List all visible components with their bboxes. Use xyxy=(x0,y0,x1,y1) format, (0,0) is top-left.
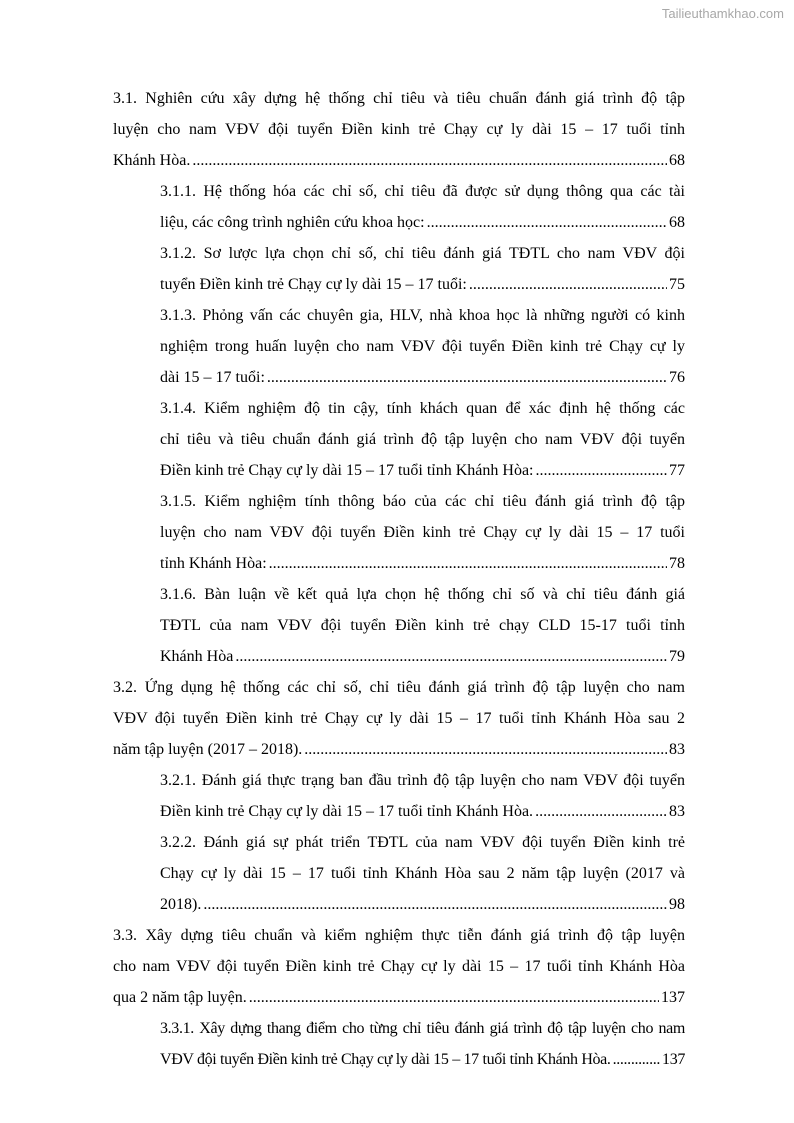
toc-entry[interactable] xyxy=(160,579,685,672)
toc-entry-line: luyện cho nam VĐV đội tuyển Điền kinh trẻ Chạy cự ly dài 15 – 17 tuổi xyxy=(160,524,685,541)
toc-entry-last-line xyxy=(160,641,685,672)
toc-entry-line: VĐV đội tuyển Điền kinh trẻ Chạy cự ly dài 15 – 17 tuổi tỉnh Khánh Hòa sau 2 xyxy=(113,710,685,727)
toc-entry-text: 2018). xyxy=(160,896,202,913)
page-number: 83 xyxy=(669,741,685,758)
toc-entry-last-line xyxy=(160,889,685,920)
toc-entry-line: TĐTL của nam VĐV đội tuyển Điền kinh trẻ chạy CLD 15-17 tuổi tỉnh xyxy=(160,617,685,634)
toc-entry-last-line xyxy=(113,145,685,176)
toc-entry[interactable] xyxy=(160,238,685,300)
toc-entry-line: chỉ tiêu và tiêu chuẩn đánh giá trình độ tập luyện cho nam VĐV đội tuyển xyxy=(160,431,685,448)
toc-entry-line: 3.3. Xây dựng tiêu chuẩn và kiểm nghiệm thực tiễn đánh giá trình độ tập luyện xyxy=(113,927,685,944)
toc-entry-last-line xyxy=(160,207,685,238)
page-number: 79 xyxy=(669,648,685,665)
page-number: 68 xyxy=(669,152,685,169)
toc-entry-line: 3.2.2. Đánh giá sự phát triển TĐTL của nam VĐV đội tuyển Điền kinh trẻ xyxy=(160,834,685,851)
toc-entry[interactable] xyxy=(160,393,685,486)
toc-entry-line: 3.3.1. Xây dựng thang điểm cho từng chỉ tiêu đánh giá trình độ tập luyện cho nam xyxy=(160,1020,685,1037)
toc-entry-last-line xyxy=(160,362,685,393)
toc-entry-text: tỉnh Khánh Hòa: xyxy=(160,555,267,572)
toc-entry-last-line xyxy=(160,548,685,579)
page-number: 77 xyxy=(669,462,685,479)
page-number: 83 xyxy=(669,803,685,820)
dot-leader xyxy=(536,455,668,486)
toc-entry[interactable] xyxy=(160,486,685,579)
toc-entry-last-line xyxy=(113,734,685,765)
page-number: 68 xyxy=(669,214,685,231)
dot-leader xyxy=(535,796,667,827)
dot-leader xyxy=(267,362,667,393)
toc-entry-text: qua 2 năm tập luyện. xyxy=(113,989,247,1006)
page-number: 137 xyxy=(661,989,685,1006)
toc-entry-line: 3.1.5. Kiểm nghiệm tính thông báo của các chỉ tiêu đánh giá trình độ tập xyxy=(160,493,685,510)
toc-entry-line: 3.1.6. Bàn luận về kết quả lựa chọn hệ thống chỉ số và chỉ tiêu đánh giá xyxy=(160,586,685,603)
toc-entry-line: Chạy cự ly dài 15 – 17 tuổi tỉnh Khánh Hòa sau 2 năm tập luyện (2017 và xyxy=(160,865,685,882)
dot-leader xyxy=(304,734,667,765)
dot-leader xyxy=(269,548,667,579)
toc-entry-text: liệu, các công trình nghiên cứu khoa học: xyxy=(160,214,425,231)
page-number: 98 xyxy=(669,896,685,913)
dot-leader xyxy=(192,145,667,176)
toc-entry-line: 3.1.4. Kiểm nghiệm độ tin cậy, tính khách quan để xác định hệ thống các xyxy=(160,400,685,417)
toc-entry[interactable] xyxy=(160,176,685,238)
dot-leader xyxy=(235,641,667,672)
toc-entry[interactable] xyxy=(160,765,685,827)
page-number: 137 xyxy=(662,1051,685,1068)
dot-leader xyxy=(613,1044,660,1075)
toc-entry-last-line xyxy=(160,1044,685,1075)
toc-entry-line: luyện cho nam VĐV đội tuyển Điền kinh trẻ Chạy cự ly dài 15 – 17 tuổi tỉnh xyxy=(113,121,685,138)
toc-entry-last-line xyxy=(160,796,685,827)
toc-entry-line: 3.1. Nghiên cứu xây dựng hệ thống chỉ tiêu và tiêu chuẩn đánh giá trình độ tập xyxy=(113,90,685,107)
toc-entry[interactable] xyxy=(113,672,685,765)
toc-entry-text: năm tập luyện (2017 – 2018). xyxy=(113,741,303,758)
toc-entry-text: Khánh Hòa. xyxy=(113,152,191,169)
watermark: Tailieuthamkhao.com xyxy=(661,6,784,21)
page-number: 75 xyxy=(669,276,685,293)
toc-entry-line: 3.2.1. Đánh giá thực trạng ban đầu trình độ tập luyện cho nam VĐV đội tuyển xyxy=(160,772,685,789)
toc-entry-text: Điền kinh trẻ Chạy cự ly dài 15 – 17 tuổi tỉnh Khánh Hòa. xyxy=(160,803,534,820)
toc-entry-last-line xyxy=(160,269,685,300)
toc-entry[interactable] xyxy=(160,827,685,920)
page-number: 78 xyxy=(669,555,685,572)
toc-entry[interactable] xyxy=(113,920,685,1013)
table-of-contents xyxy=(113,83,685,1075)
toc-entry[interactable] xyxy=(160,300,685,393)
toc-entry-line: 3.1.1. Hệ thống hóa các chỉ số, chỉ tiêu đã được sử dụng thông qua các tài xyxy=(160,183,685,200)
toc-entry-text: tuyển Điền kinh trẻ Chạy cự ly dài 15 – 17 tuổi: xyxy=(160,276,467,293)
toc-entry-line: cho nam VĐV đội tuyển Điền kinh trẻ Chạy cự ly dài 15 – 17 tuổi tỉnh Khánh Hòa xyxy=(113,958,685,975)
dot-leader xyxy=(203,889,667,920)
toc-entry[interactable] xyxy=(160,1013,685,1075)
toc-entry-line: 3.1.3. Phỏng vấn các chuyên gia, HLV, nhà khoa học là những người có kinh xyxy=(160,307,685,324)
page-number: 76 xyxy=(669,369,685,386)
toc-entry-text: Khánh Hòa xyxy=(160,648,234,665)
dot-leader xyxy=(469,269,667,300)
dot-leader xyxy=(427,207,667,238)
toc-entry-text: VĐV đội tuyển Điền kinh trẻ Chạy cự ly dài 15 – 17 tuổi tỉnh Khánh Hòa. xyxy=(160,1051,611,1068)
dot-leader xyxy=(249,982,659,1013)
toc-entry-line: 3.2. Ứng dụng hệ thống các chỉ số, chỉ tiêu đánh giá trình độ tập luyện cho nam xyxy=(113,679,685,696)
toc-entry-last-line xyxy=(113,982,685,1013)
toc-entry[interactable] xyxy=(113,83,685,176)
toc-entry-text: dài 15 – 17 tuổi: xyxy=(160,369,265,386)
toc-entry-line: 3.1.2. Sơ lược lựa chọn chỉ số, chỉ tiêu đánh giá TĐTL cho nam VĐV đội xyxy=(160,245,685,262)
toc-entry-last-line xyxy=(160,455,685,486)
toc-entry-text: Điền kinh trẻ Chạy cự ly dài 15 – 17 tuổi tỉnh Khánh Hòa: xyxy=(160,462,534,479)
toc-entry-line: nghiệm trong huấn luyện cho nam VĐV đội tuyển Điền kinh trẻ Chạy cự ly xyxy=(160,338,685,355)
